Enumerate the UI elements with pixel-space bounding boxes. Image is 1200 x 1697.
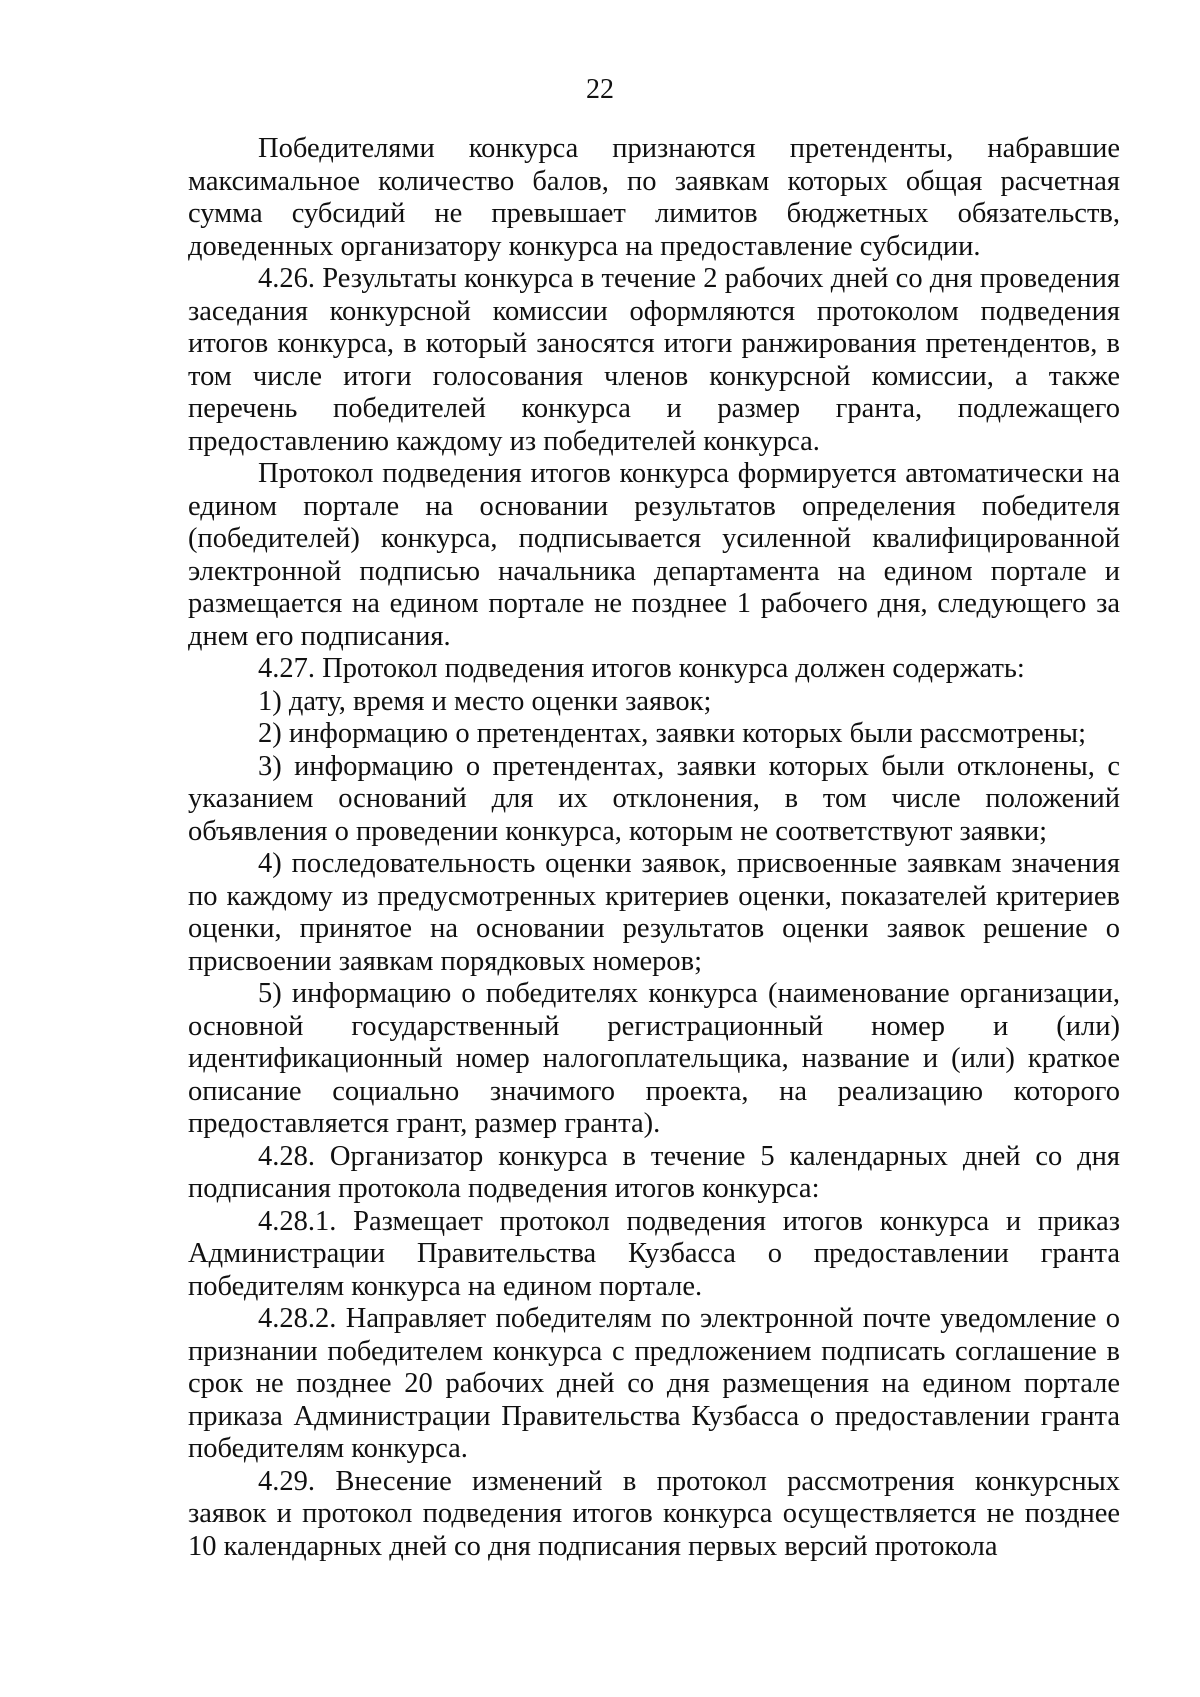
paragraph-winners: Победителями конкурса признаются претенденты, набравшие максимальное количество балов, по заявкам которых общая расчетная сумма субсидий не превышает лимитов бюджетных обязательств, доведенных организатору конкурса на предоставление субсидии. <box>188 133 1120 262</box>
paragraph-protocol-formation: Протокол подведения итогов конкурса формируется автоматически на едином портале на основании результатов определения победителя (победителей) конкурса, подписывается усиленной квалифицированной электронной подписью начальника департамента на едином портале и размещается на едином портале не позднее 1 рабочего дня, следующего за днем его подписания. <box>188 458 1120 652</box>
paragraph-4-29: 4.29. Внесение изменений в протокол рассмотрения конкурсных заявок и протокол подведения итогов конкурса осуществляется не позднее 10 календарных дней со дня подписания первых версий протокола <box>188 1465 1120 1562</box>
list-item-2: 2) информацию о претендентах, заявки которых были рассмотрены; <box>258 718 1087 749</box>
paragraph-4-28: 4.28. Организатор конкурса в течение 5 календарных дней со дня подписания протокола подведения итогов конкурса: <box>188 1140 1120 1204</box>
list-item-3: 3) информацию о претендентах, заявки которых были отклонены, с указанием оснований для их отклонения, в том числе положений объявления о проведении конкурса, которым не соответствуют заявки; <box>188 750 1120 847</box>
list-item-4: 4) последовательность оценки заявок, присвоенные заявкам значения по каждому из предусмотренных критериев оценки, показателей критериев оценки, принятое на основании результатов оценки заявок решение о присвоении заявкам порядковых номеров; <box>188 848 1120 977</box>
paragraph-4-27: 4.27. Протокол подведения итогов конкурса должен содержать: <box>258 653 1025 684</box>
list-item-5: 5) информацию о победителях конкурса (наименование организации, основной государственный регистрационный номер и (или) идентификационный номер налогоплательщика, название и (или) краткое описание социально значимого проекта, на реализацию которого предоставляется грант, размер гранта). <box>188 978 1120 1139</box>
list-item-1: 1) дату, время и место оценки заявок; <box>258 685 712 717</box>
page-number: 22 <box>586 74 614 105</box>
paragraph-4-28-1: 4.28.1. Размещает протокол подведения итогов конкурса и приказ Администрации Правительства Кузбасса о предоставлении гранта победителям конкурса на едином портале. <box>188 1205 1120 1302</box>
document-body <box>188 133 1120 1563</box>
paragraph-4-26: 4.26. Результаты конкурса в течение 2 рабочих дней со дня проведения заседания конкурсной комиссии оформляются протоколом подведения итогов конкурса, в который заносятся итоги ранжирования претендентов, в том числе итоги голосования членов конкурсной комиссии, а также перечень победителей конкурса и размер гранта, подлежащего предоставлению каждому из победителей конкурса. <box>188 263 1120 457</box>
paragraph-4-28-2: 4.28.2. Направляет победителям по электронной почте уведомление о признании победителем конкурса с предложением подписать соглашение в срок не позднее 20 рабочих дней со дня размещения на едином портале приказа Администрации Правительства Кузбасса о предоставлении гранта победителям конкурса. <box>188 1303 1120 1464</box>
